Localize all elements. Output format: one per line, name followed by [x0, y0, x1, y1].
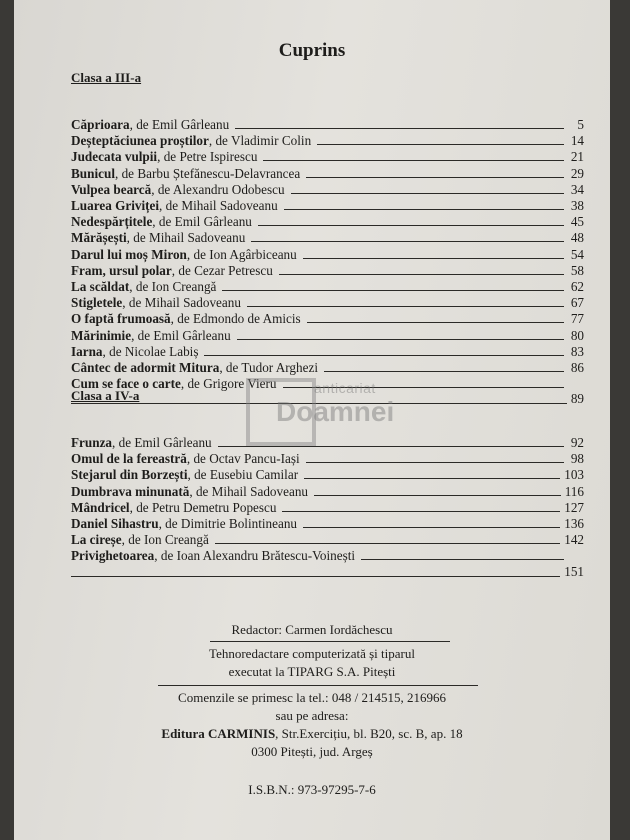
toc-entry-page: 54: [570, 246, 584, 262]
toc-trailing-page: 151: [564, 563, 584, 579]
toc-leader: [258, 225, 564, 226]
toc-entry-page: 86: [570, 360, 584, 375]
toc-entry-page: 142: [564, 532, 584, 548]
imprint-tech-line-2: executat la TIPARG S.A. Pitești: [228, 664, 396, 679]
toc-entry-page: 38: [570, 198, 584, 213]
toc-entry-text: [71, 361, 318, 375]
toc-leader: [306, 462, 564, 463]
watermark: [246, 376, 416, 446]
toc-entry: [71, 327, 584, 343]
toc-leader: [317, 144, 564, 145]
toc-entry-text: [71, 345, 198, 359]
toc-entry: [71, 229, 584, 245]
toc-entry-author: , de Ioan Alexandru Brătescu-Voinești: [154, 548, 356, 564]
toc-entry: [71, 148, 584, 164]
toc-entry: [71, 515, 584, 531]
publisher-name: Editura CARMINIS: [161, 726, 276, 741]
toc-entry-title: Căprioara: [71, 117, 130, 132]
toc-entry-text: [71, 436, 212, 450]
toc-entry: [71, 278, 584, 294]
toc-entry-title: Cum se face o carte: [71, 376, 181, 392]
toc-entry-text: [71, 134, 311, 148]
toc-entry: [71, 262, 584, 278]
toc-entry-page: 92: [570, 435, 584, 450]
toc-entry: [71, 483, 584, 499]
toc-entry: [71, 499, 584, 515]
toc-trailing-page: 89: [570, 391, 584, 407]
toc-leader: [303, 258, 564, 259]
toc-entry-author: , de Petre Ispirescu: [157, 149, 258, 165]
toc-entry-text: [71, 150, 257, 164]
toc-entry-page: 58: [570, 262, 584, 278]
imprint-publisher: [14, 726, 610, 742]
toc-entry-title: Privighetoarea: [71, 548, 155, 564]
toc-entry-text: [71, 183, 285, 197]
toc-entry-page: 29: [570, 165, 584, 181]
toc-leader: [307, 322, 564, 323]
toc-entry-text: [71, 264, 273, 278]
toc-entry-title: Frunza: [71, 435, 113, 450]
toc-entry-author: , de Vladimir Colin: [208, 133, 312, 149]
toc-entry-author: , de Emil Gârleanu: [112, 435, 212, 450]
toc-entry-author: , de Emil Gârleanu: [152, 214, 252, 230]
toc-entry-title: Deșteptăciunea proștilor: [71, 133, 209, 149]
toc-entry-author: , de Alexandru Odobescu: [151, 181, 285, 197]
toc-entry: [71, 343, 584, 359]
toc-entry: [71, 466, 584, 482]
toc-entry-title: Daniel Sihastru: [71, 516, 159, 531]
toc-entry: [71, 181, 584, 197]
toc-entry-title: Vulpea bearcă: [71, 181, 152, 197]
imprint-isbn: I.S.B.N.: 973-97295-7-6: [248, 782, 376, 797]
imprint-rule-1: [210, 641, 450, 642]
section-heading-iv: Clasa a IV-a: [71, 388, 140, 403]
toc-leader: [204, 355, 564, 356]
toc-entry-title: Cântec de adormit Mitura: [71, 360, 220, 375]
toc-entry-page: 127: [564, 499, 584, 515]
toc-entry-text: [71, 468, 298, 482]
toc-entry-page: 34: [570, 181, 584, 197]
toc-entry-title: Stigletele: [71, 295, 123, 311]
toc-entry-title: Nedespărțitele: [71, 214, 153, 230]
toc-entry: [71, 132, 584, 148]
toc-entry-title: Iarna: [71, 343, 103, 359]
toc-leader: [314, 495, 561, 496]
toc-entry-page: 62: [570, 279, 584, 294]
toc-entry-title: Stejarul din Borzești: [71, 467, 188, 483]
toc-entry: [71, 294, 584, 310]
toc-entry-page: 136: [564, 516, 584, 531]
toc-leader: [235, 128, 564, 129]
toc-entry: [71, 547, 584, 563]
toc-entry-title: Darul lui moș Miron: [71, 246, 187, 262]
imprint-tech-line-1: Tehnoredactare computerizată și tiparul: [209, 646, 415, 661]
toc-leader: [279, 274, 564, 275]
book-page: [14, 0, 610, 840]
toc-leader: [361, 559, 564, 560]
toc-entry-title: Mândricel: [71, 499, 130, 515]
toc-entry-text: [71, 517, 297, 531]
toc-entry: [71, 116, 584, 132]
toc-entry-title: Fram, ursul polar: [71, 262, 172, 278]
toc-leader: [291, 193, 564, 194]
watermark-big-text: Doamnei: [276, 396, 395, 427]
toc-entry-text: [71, 118, 229, 132]
toc-entry-title: Bunicul: [71, 165, 115, 181]
toc-leader: [218, 446, 564, 447]
toc-entry-title: Omul de la fereastră: [71, 451, 187, 467]
toc-entry-author: , de Emil Gârleanu: [131, 327, 231, 343]
toc-entry-author: , de Ion Creangă: [121, 532, 209, 548]
imprint-editor: Redactor: Carmen Iordăchescu: [231, 622, 393, 637]
toc-entry-author: , de Mihail Sadoveanu: [126, 230, 246, 246]
toc-entry-author: , de Eusebiu Camilar: [187, 467, 299, 483]
toc-entry: [71, 531, 584, 547]
toc-entry-author: , de Tudor Arghezi: [219, 360, 318, 375]
toc-leader: [251, 241, 564, 242]
toc-entry-text: [71, 452, 300, 466]
toc-leader: [324, 371, 564, 372]
toc-entry-title: O faptă frumoasă: [71, 311, 171, 327]
toc-entry-author: , de Edmondo de Amicis: [170, 311, 301, 327]
toc-entry-author: , de Ion Creangă: [129, 279, 217, 294]
toc-leader: [306, 177, 564, 178]
toc-entry-author: , de Mihail Sadoveanu: [189, 483, 309, 499]
toc-entry-page: 116: [564, 483, 584, 499]
toc-entry-author: , de Petru Demetru Popescu: [129, 499, 277, 515]
page-title: Cuprins: [278, 40, 346, 61]
section-heading-iii: Clasa a III-a: [71, 70, 142, 85]
toc-leader: [247, 306, 564, 307]
toc-entry-text: [71, 215, 252, 229]
toc-entry-text: [71, 312, 301, 326]
toc-entry: [71, 197, 584, 213]
toc-entry-author: , de Ion Agârbiceanu: [186, 246, 297, 262]
toc-entry-text: [71, 248, 297, 262]
toc-entry-text: [71, 501, 276, 515]
toc-entry-text: [71, 231, 245, 245]
toc-entry-title: Judecata vulpii: [71, 149, 158, 165]
toc-entry-author: , de Dimitrie Bolintineanu: [158, 516, 298, 531]
toc-entry-author: , de Mihail Sadoveanu: [159, 198, 278, 213]
toc-entry-author: , de Nicolae Labiș: [102, 343, 199, 359]
toc-entry-title: La cireșe: [71, 532, 122, 548]
toc-entry-text: [71, 485, 308, 499]
toc-entry-author: , de Emil Gârleanu: [129, 117, 230, 132]
toc-entry-text: [71, 199, 278, 213]
imprint-rule-2: [158, 685, 478, 686]
toc-entry-title: Mărinimie: [71, 327, 132, 343]
publisher-address: , Str.Exercițiu, bl. B20, sc. B, ap. 18: [275, 726, 463, 741]
toc-entry-text: [71, 329, 231, 343]
toc-entry-text: [71, 167, 300, 181]
toc-entry-page: 67: [570, 295, 584, 311]
toc-entry-text: [71, 533, 209, 547]
toc-entry: [71, 450, 584, 466]
toc-entry: [71, 165, 584, 181]
toc-entry: [71, 310, 584, 326]
imprint-orders-line-1: Comenzile se primesc la tel.: 048 / 214515, 216966: [178, 690, 446, 705]
toc-entry-title: La scăldat: [71, 279, 130, 294]
toc-entry: [71, 213, 584, 229]
toc-entry: [71, 246, 584, 262]
toc-entry-page: 21: [570, 149, 584, 165]
toc-entry-page: 14: [570, 133, 584, 149]
toc-entry-page: 77: [570, 311, 584, 327]
toc-entry-page: 98: [570, 451, 584, 467]
toc-entry: [71, 359, 584, 375]
toc-leader: [237, 339, 564, 340]
imprint-city: 0300 Pitești, jud. Argeș: [251, 744, 373, 759]
toc-entry-page: 45: [570, 214, 584, 230]
toc-entry-page: 83: [570, 343, 584, 359]
toc-entry-author: , de Octav Pancu-Iași: [186, 451, 300, 467]
toc-entry-page: 80: [570, 327, 584, 343]
toc-leader: [263, 160, 564, 161]
toc-entry-author: , de Cezar Petrescu: [171, 262, 273, 278]
toc-entry-page: 5: [577, 117, 584, 132]
toc-entry-author: , de Mihail Sadoveanu: [122, 295, 241, 311]
toc-entry-page: 103: [564, 467, 584, 483]
toc-entry-title: Luarea Griviței: [71, 198, 160, 213]
toc-leader: [282, 511, 560, 512]
toc-entry-title: Mărășești: [71, 230, 127, 246]
toc-leader: [71, 576, 560, 577]
toc-entry-author: , de Grigore Vieru: [180, 376, 277, 392]
toc-leader: [304, 478, 560, 479]
watermark-small-text: anticariat: [314, 380, 376, 396]
toc-entry-text: [71, 549, 355, 563]
imprint-orders-line-2: sau pe adresa:: [275, 708, 349, 723]
toc-leader: [303, 527, 560, 528]
toc-leader: [215, 543, 560, 544]
toc-entry-text: [71, 280, 216, 294]
toc-entry-page: 48: [570, 230, 584, 246]
toc-trailing-line: [71, 564, 584, 580]
toc-leader: [222, 290, 564, 291]
toc-entry-title: Dumbrava minunată: [71, 483, 190, 499]
toc-entry-author: , de Barbu Ștefănescu-Delavrancea: [114, 165, 301, 181]
toc-entry-text: [71, 296, 241, 310]
toc-leader: [284, 209, 564, 210]
